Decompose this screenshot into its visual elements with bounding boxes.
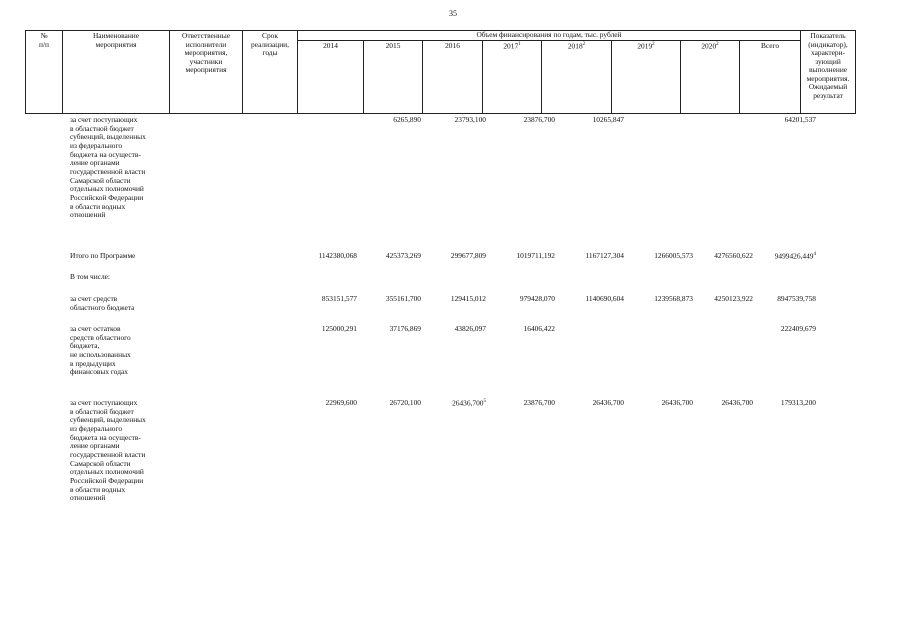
row-label: за счет средств областного бюджета xyxy=(70,294,135,312)
row-label: В том числе: xyxy=(70,272,110,281)
row-label: за счет поступающих в областной бюджет субвенций, выделенных из федерального бюджета на осуществ- ление органами государственной власти Самарской области отдельных полномочий Российской Федерации в области водных отношений xyxy=(70,398,146,503)
table-cell: 129415,012 xyxy=(450,294,486,303)
table-cell: 37176,869 xyxy=(389,324,421,333)
table-header xyxy=(25,30,856,114)
table-cell: 22969,600 xyxy=(325,398,357,407)
table-cell: 64201,537 xyxy=(784,115,816,124)
row-label: за счет поступающих в областной бюджет субвенций, выделенных из федерального бюджета на осуществ- ление органами государственной власти Самарской области отдельных полномочий Российской Федерации в области водных отношений xyxy=(70,115,146,220)
table-cell: 4250123,922 xyxy=(714,294,753,303)
table-cell: 26436,700 xyxy=(661,398,693,407)
table-cell: 26436,700 xyxy=(721,398,753,407)
table-cell: 355161,700 xyxy=(385,294,421,303)
table-cell: 9499426,449$^4$ xyxy=(774,251,816,261)
col-name-header: Наименование мероприятия xyxy=(63,31,170,114)
year-header-2: 2016 xyxy=(423,40,483,113)
year-header-7: Всего xyxy=(740,40,801,113)
col-responsible-header: Ответственные исполнители мероприятия, участники мероприятия xyxy=(170,31,243,114)
table-cell: 26720,100 xyxy=(389,398,421,407)
table-cell: 125000,291 xyxy=(321,324,357,333)
table-cell: 26436,700 xyxy=(592,398,624,407)
row-label: за счет остатков средств областного бюджета, не использованных в предыдущих финансовых годах xyxy=(70,324,131,377)
col-indicator-header: Показатель (индикатор), характери- зующий выполнение мероприятия. Ожидаемый результат xyxy=(801,31,856,114)
col-number-header: № п/п xyxy=(26,31,63,114)
year-header-3: 2017$^1$ xyxy=(483,40,542,113)
year-header-4: 2018$^2$ xyxy=(542,40,612,113)
table-cell: 853151,577 xyxy=(321,294,357,303)
table-cell: 1019711,192 xyxy=(516,251,555,260)
table-cell: 8947539,758 xyxy=(777,294,816,303)
page-number: 35 xyxy=(449,9,457,18)
table-cell: 26436,700$^5$ xyxy=(452,398,486,408)
table-cell: 43826,097 xyxy=(454,324,486,333)
table-cell: 1167127,304 xyxy=(585,251,624,260)
table-cell: 23793,100 xyxy=(454,115,486,124)
table-cell: 4276560,622 xyxy=(714,251,753,260)
table-cell: 10265,847 xyxy=(592,115,624,124)
row-label: Итого по Программе xyxy=(70,251,136,260)
table-cell: 299677,809 xyxy=(450,251,486,260)
table-cell: 1142380,068 xyxy=(318,251,357,260)
table-cell: 6265,890 xyxy=(393,115,421,124)
table-cell: 16406,422 xyxy=(523,324,555,333)
year-header-6: 2020$^2$ xyxy=(681,40,740,113)
year-header-1: 2015 xyxy=(364,40,423,113)
table-cell: 23876,700 xyxy=(523,398,555,407)
col-term-header: Срок реализации, годы xyxy=(243,31,298,114)
year-header-5: 2019$^2$ xyxy=(612,40,681,113)
table-cell: 1266005,573 xyxy=(654,251,693,260)
table-cell: 425373,269 xyxy=(385,251,421,260)
financing-header: Объем финансирования по годам, тыс. рублей xyxy=(298,31,801,41)
table-cell: 222409,679 xyxy=(780,324,816,333)
table-cell: 179313,200 xyxy=(780,398,816,407)
table-cell: 1140690,604 xyxy=(585,294,624,303)
year-header-0: 2014 xyxy=(298,40,364,113)
table-cell: 23876,700 xyxy=(523,115,555,124)
table-cell: 1239568,873 xyxy=(654,294,693,303)
table-cell: 979428,070 xyxy=(519,294,555,303)
